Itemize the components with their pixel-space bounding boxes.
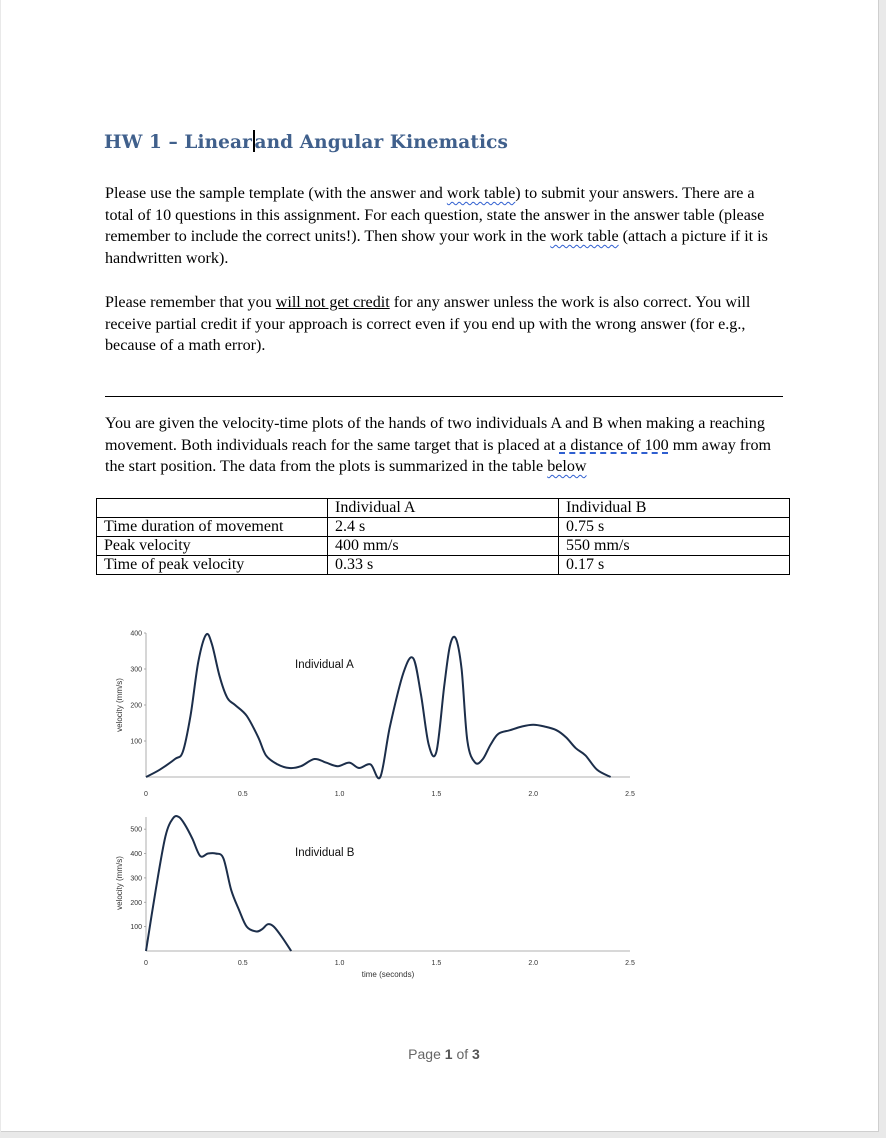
table-cell: 400 mm/s bbox=[328, 537, 559, 556]
table-cell: 0.33 s bbox=[328, 556, 559, 575]
table-cell: 550 mm/s bbox=[559, 537, 790, 556]
y-axis-label: velocity (mm/s) bbox=[115, 856, 124, 910]
series-label: Individual A bbox=[295, 659, 354, 671]
x-tick-label: 2.5 bbox=[625, 791, 635, 798]
text-run: ) to submit your answers. There are a total of 10 questions in this assignment. For each question, state the answer in the answer table (please remember to include the correct units!). Then show your work in the bbox=[105, 185, 765, 245]
title-text-part2: and Angular Kinematics bbox=[254, 132, 509, 153]
table-cell: Peak velocity bbox=[97, 537, 328, 556]
x-tick-label: 1.5 bbox=[431, 960, 442, 967]
table-header-cell: Individual B bbox=[559, 499, 790, 518]
table-cell: 0.17 s bbox=[559, 556, 790, 575]
x-tick-label: 1.0 bbox=[334, 791, 345, 798]
y-tick-label: 100 bbox=[130, 738, 142, 746]
table-header-cell: Individual A bbox=[328, 499, 559, 518]
velocity-line-series bbox=[146, 816, 291, 951]
y-tick-label: 300 bbox=[130, 666, 142, 674]
spelling-flagged-text[interactable]: work table bbox=[550, 228, 619, 245]
table-cell: Time of peak velocity bbox=[97, 556, 328, 575]
spelling-flagged-text[interactable]: below bbox=[547, 458, 587, 475]
series-label: Individual B bbox=[295, 847, 355, 859]
page-prefix: Page bbox=[408, 1046, 445, 1062]
x-tick-label: 2.0 bbox=[528, 960, 539, 967]
y-tick-label: 200 bbox=[130, 702, 142, 710]
text-run: (attach a picture if it is handwritten work). bbox=[105, 228, 768, 267]
text-run: Please use the sample template (with the answer and bbox=[105, 185, 447, 202]
total-pages: 3 bbox=[472, 1046, 480, 1062]
x-tick-label: 1.0 bbox=[334, 960, 345, 967]
y-tick-label: 300 bbox=[130, 875, 142, 883]
x-tick-label: 2.0 bbox=[528, 791, 539, 798]
table-cell: Time duration of movement bbox=[97, 518, 328, 537]
x-tick-label: 0 bbox=[144, 960, 148, 967]
x-tick-label: 0.5 bbox=[237, 791, 248, 798]
page-of: of bbox=[452, 1046, 473, 1062]
text-run: for any answer unless the work is also correct. You will receive partial credit if your approach is correct even if you end up with the wrong answer (for e.g., because of a math error). bbox=[105, 294, 751, 354]
table-cell: 2.4 s bbox=[328, 518, 559, 537]
y-tick-label: 400 bbox=[130, 851, 142, 859]
y-tick-label: 200 bbox=[130, 899, 142, 907]
grammar-flagged-text[interactable]: a distance of 100 bbox=[559, 436, 669, 454]
y-axis-label: velocity (mm/s) bbox=[115, 678, 124, 732]
y-tick-label: 500 bbox=[130, 826, 142, 834]
text-run: Please remember that you bbox=[105, 294, 276, 311]
underlined-text: will not get credit bbox=[275, 294, 390, 311]
velocity-line-series bbox=[146, 634, 611, 778]
y-tick-label: 100 bbox=[130, 924, 142, 932]
spelling-flagged-text[interactable]: work table bbox=[446, 185, 516, 202]
table-cell: 0.75 s bbox=[559, 518, 790, 537]
x-tick-label: 0 bbox=[144, 791, 148, 798]
text-run: You are given the velocity-time plots of the hands of two individuals A and B when making a reaching movement. Both individuals reach for the same target that is placed at bbox=[105, 415, 765, 454]
x-tick-label: 0.5 bbox=[237, 960, 248, 967]
text-run: mm away from the start position. The data from the plots is summarized in the table bbox=[105, 436, 772, 475]
x-tick-label: 2.5 bbox=[625, 960, 635, 967]
title-text-part1: HW 1 – Linear bbox=[104, 132, 252, 153]
y-tick-label: 400 bbox=[130, 630, 142, 638]
x-tick-label: 1.5 bbox=[431, 791, 442, 798]
current-page-number: 1 bbox=[444, 1046, 453, 1062]
x-axis-label: time (seconds) bbox=[361, 970, 415, 979]
